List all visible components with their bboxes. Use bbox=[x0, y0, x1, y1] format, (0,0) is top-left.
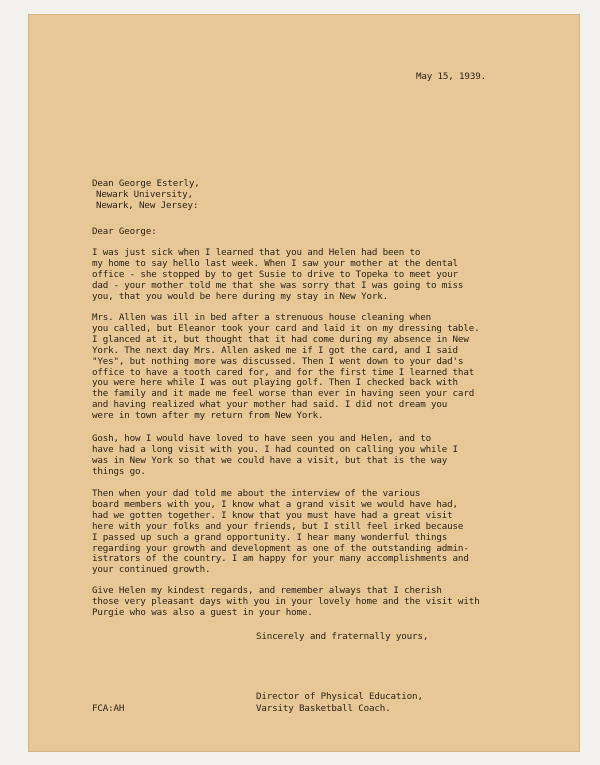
signature-title-1: Director of Physical Education, bbox=[256, 691, 423, 702]
body-paragraph-2: Mrs. Allen was ill in bed after a strenuous house cleaning when you called, but Eleanor took your card and laid it on my dressing table. I glanced at it, but thought that it had come during my absence in New York. The next day Mrs. Allen asked me if I got the card, and I said "Yes", but nothing more was discussed. Then I went down to your dad's office to have a tooth cared for, and for the first time I learned that you were here while I was out playing golf. Then I checked back with the family and it made me feel worse than ever in having seen your card and having realized what your mother had said. I did not dream you were in town after my return from New York. bbox=[92, 312, 480, 422]
salutation: Dear George: bbox=[92, 226, 157, 237]
letter-date: May 15, 1939. bbox=[416, 71, 486, 82]
recipient-address bbox=[92, 179, 200, 212]
recipient-city: Newark, New Jersey: bbox=[96, 199, 199, 211]
body-paragraph-4: Then when your dad told me about the interview of the various board members with you, I know what a grand visit we would have had, had we gotten together. I know that you must have had a great visit here with your folks and your friends, but I still feel irked because I passed up such a grand opportunity. I hear many wonderful things regarding your growth and development as one of the outstanding admin- istrators of the country. I am happy for your many accomplishments and your continued growth. bbox=[92, 488, 469, 576]
body-paragraph-5: Give Helen my kindest regards, and remember always that I cherish those very pleasant days with you in your lovely home and the visit with Purgie who was also a guest in your home. bbox=[92, 585, 480, 618]
signature-title-2: Varsity Basketball Coach. bbox=[256, 703, 391, 714]
recipient-institution: Newark University, bbox=[96, 188, 193, 200]
recipient-name: Dean George Esterly, bbox=[92, 178, 200, 189]
closing: Sincerely and fraternally yours, bbox=[256, 631, 429, 642]
body-paragraph-1: I was just sick when I learned that you and Helen had been to my home to say hello last week. When I saw your mother at the dental office - she stopped by to get Susie to drive to Topeka to meet your dad - your mother told me that she was sorry that I was going to miss you, that you would be here during my stay in New York. bbox=[92, 247, 464, 302]
body-paragraph-3: Gosh, how I would have loved to have seen you and Helen, and to have had a long visit with you. I had counted on calling you while I was in New York so that we could have a visit, but that is the way things go. bbox=[92, 433, 458, 477]
typist-initials: FCA:AH bbox=[92, 703, 125, 714]
